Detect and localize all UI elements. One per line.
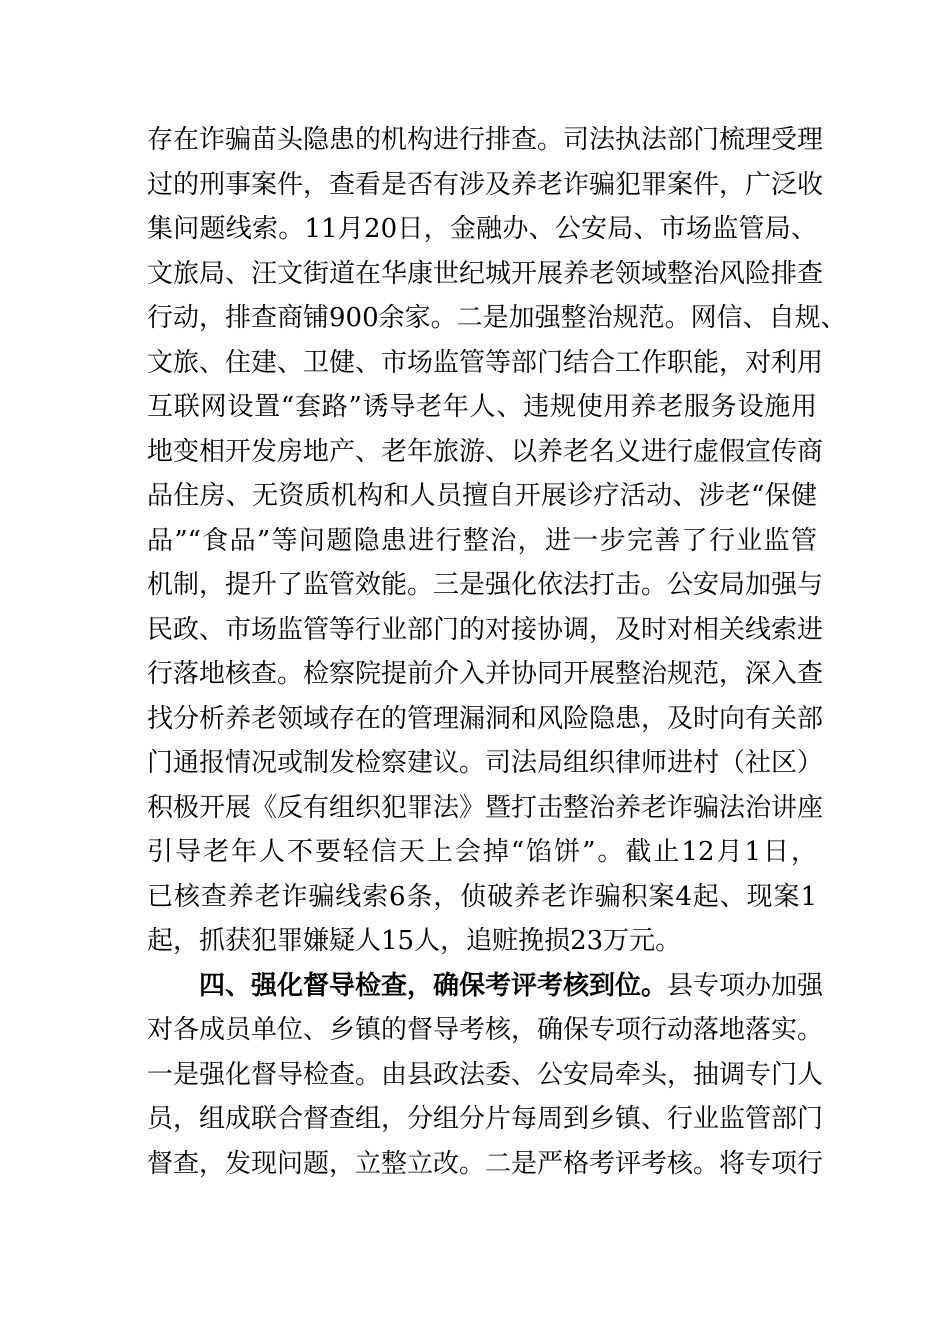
document-body	[147, 118, 847, 1186]
text-line: 民政、市场监管等行业部门的对接协调，及时对相关线索进	[147, 614, 824, 645]
text-line: 品”“食品”等问题隐患进行整治，进一步完善了行业监管	[147, 525, 817, 556]
text-line: 对各成员单位、乡镇的督导考核，确保专项行动落地落实。	[147, 1015, 824, 1045]
text-line: 互联网设置“套路”诱导老年人、违规使用养老服务设施用	[147, 392, 817, 422]
text-line: 过的刑事案件，查看是否有涉及养老诈骗犯罪案件，广泛收	[147, 169, 824, 200]
text-line: 员，组成联合督查组，分组分片每周到乡镇、行业监管部门	[147, 1104, 824, 1134]
text-line: 机制，提升了监管效能。三是强化依法打击。公安局加强与	[147, 570, 824, 600]
text-line: 行动，排查商铺900余家。二是加强整治规范。网信、自规、	[147, 303, 847, 333]
text-line: 地变相开发房地产、老年旅游、以养老名义进行虚假宣传商	[147, 436, 824, 467]
section-4-first-line	[147, 964, 824, 1009]
section-4-lead-text: 县专项办加强	[667, 970, 824, 1001]
text-line: 找分析养老领域存在的管理漏洞和风险隐患，及时向有关部	[147, 703, 824, 734]
text-line: 一是强化督导检查。由县政法委、公安局牵头，抽调专门人	[147, 1059, 824, 1090]
text-line: 存在诈骗苗头隐患的机构进行排查。司法执法部门梳理受理	[147, 125, 824, 155]
text-line: 引导老年人不要轻信天上会掉“馅饼”。截止12月1日，	[147, 837, 817, 867]
text-line: 文旅、住建、卫健、市场监管等部门结合工作职能，对利用	[147, 347, 824, 378]
text-line: 集问题线索。11月20日，金融办、公安局、市场监管局、	[147, 214, 817, 244]
text-line: 起，抓获犯罪嫌疑人15人，追赃挽损23万元。	[147, 926, 682, 956]
text-line: 积极开展《反有组织犯罪法》暨打击整治养老诈骗法治讲座	[147, 792, 824, 823]
section-4-heading: 四、强化督导检查，确保考评考核到位。	[199, 970, 668, 1001]
text-line: 督查，发现问题，立整立改。二是严格考评考核。将专项行	[147, 1148, 824, 1179]
text-line: 行落地核查。检察院提前介入并协同开展整治规范，深入查	[147, 659, 824, 689]
text-line: 品住房、无资质机构和人员擅自开展诊疗活动、涉老“保健	[147, 481, 817, 511]
text-line: 已核查养老诈骗线索6条，侦破养老诈骗积案4起、现案1	[147, 881, 817, 912]
text-line: 门通报情况或制发检察建议。司法局组织律师进村（社区）	[147, 748, 824, 778]
text-line: 文旅局、汪文街道在华康世纪城开展养老领域整治风险排查	[147, 258, 824, 289]
